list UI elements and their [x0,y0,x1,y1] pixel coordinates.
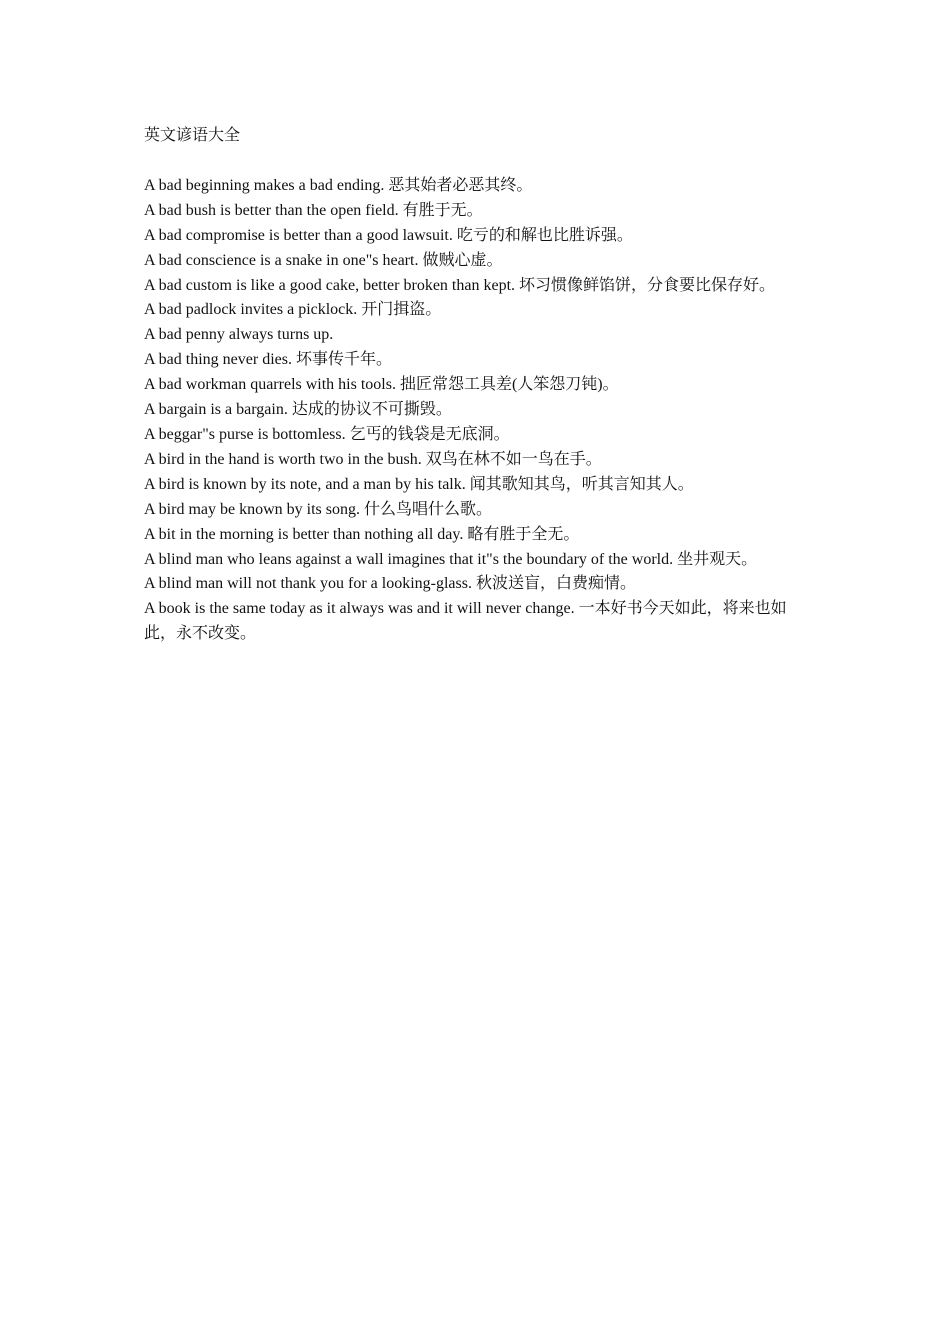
proverb-list [144,174,814,647]
proverb-line: A bird in the hand is worth two in the bush. 双鸟在林不如一鸟在手。 [144,450,602,468]
proverb-line: A bad workman quarrels with his tools. 拙匠常怨工具差(人笨怨刀钝)。 [144,376,619,394]
proverb-line: A blind man will not thank you for a looking-glass. 秋波送盲，白费痴情。 [144,575,636,593]
proverb-line: A beggar"s purse is bottomless. 乞丐的钱袋是无底洞。 [144,425,510,443]
proverb-line: A bargain is a bargain. 达成的协议不可撕毁。 [144,401,452,419]
proverb-line: A bad compromise is better than a good lawsuit. 吃亏的和解也比胜诉强。 [144,226,633,244]
proverb-line: A bad conscience is a snake in one"s heart. 做贼心虚。 [144,251,503,269]
proverb-line: A bad penny always turns up. [144,326,334,344]
proverb-line: A bit in the morning is better than nothing all day. 略有胜于全无。 [144,525,580,543]
proverb-line: A bad custom is like a good cake, better broken than kept. 坏习惯像鲜馅饼，分食要比保存好。 [144,276,776,294]
proverb-line: A bird may be known by its song. 什么鸟唱什么歌。 [144,500,492,518]
proverb-line: A bad beginning makes a bad ending. 恶其始者必恶其终。 [144,176,533,194]
proverb-line: A bad bush is better than the open field. 有胜于无。 [144,201,483,219]
document-body [144,124,814,647]
proverb-line: A bad padlock invites a picklock. 开门揖盗。 [144,301,442,319]
proverb-line: A book is the same today as it always was and it will never change. 一本好书今天如此，将来也如此，永不改变。 [144,600,787,643]
document-title: 英文谚语大全 [144,127,241,144]
proverb-line: A bird is known by its note, and a man by his talk. 闻其歌知其鸟，听其言知其人。 [144,475,694,493]
proverb-line: A blind man who leans against a wall imagines that it"s the boundary of the world. 坐井观天。 [144,550,758,568]
proverb-line: A bad thing never dies. 坏事传千年。 [144,351,392,369]
